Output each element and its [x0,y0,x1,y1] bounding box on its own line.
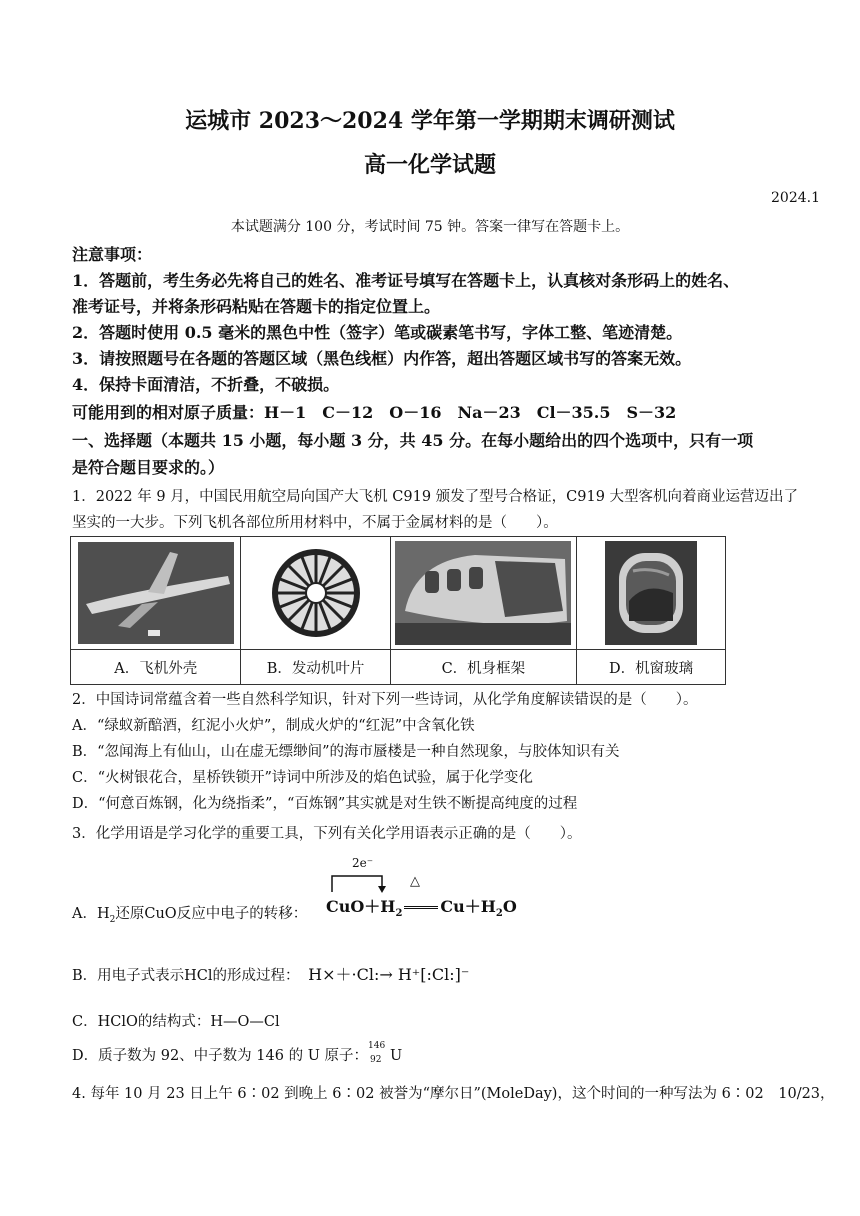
notice-item-4: 4．保持卡面清洁，不折叠，不破损。 [72,375,340,394]
electron-transfer-label: 2e⁻ [352,856,374,870]
q2-stem: 2．中国诗词常蕴含着一些自然科学知识，针对下列一些诗词，从化学角度解读错误的是（ ）。 [72,692,698,708]
q1-options-table [70,536,726,685]
q3-option-b-prefix: B．用电子式表示 [72,968,185,984]
notice-item-3: 3．请按照题号在各题的答题区域（黑色线框）内作答，超出答题区域书写的答案无效。 [72,349,692,368]
uranium-symbol: U [390,1048,403,1064]
q3-stem: 3．化学用语是学习化学的重要工具，下列有关化学用语表示正确的是（ ）。 [72,826,582,842]
equation-text: $CuO+H_2$ $Cu+H_2O$ [326,897,517,920]
nuclide-symbol: 146 92 [368,1041,386,1065]
q3-option-a [72,902,307,925]
q2-option-c: C．“火树银花合，星桥铁锁开”诗词中所涉及的焰色试验，属于化学变化 [72,770,533,786]
section1-heading: 一、选择题（本题共 15 小题，每小题 3 分，共 45 分。在每小题给出的四个选项中，只有一项 [72,431,754,450]
exam-title: 运城市 2023～2024 学年第一学期期末调研测试 [185,108,675,134]
q1-option-b: B．发动机叶片 [241,650,390,685]
cuo-formula: CuO [144,906,177,922]
engine-blade-image [241,537,390,650]
atomic-masses: 可能用到的相对原子质量：H－1 C－12 O－16 Na－23 Cl－35.5 S－32 [72,403,677,422]
electron-transfer-equation [326,856,517,920]
notice-item-2: 2．答题时使用 0.5 毫米的黑色中性（签字）笔或碳素笔书写，字体工整、笔迹清楚。 [72,323,683,342]
q3-option-c [72,1010,280,1031]
q3-option-b [72,962,469,985]
heat-symbol: △ [410,874,420,889]
fuselage-frame-image [390,537,577,650]
q1-stem-cont: 坚实的一大步。下列飞机各部位所用材料中，不属于金属材料的是（ ）。 [72,515,558,531]
exam-date: 2024.1 [771,190,820,206]
q3-option-a-text2: 反应中电子的转移： [176,906,308,922]
q3-option-d-text: D．质子数为 92、中子数为 146 的 U 原子： [72,1048,369,1064]
q2-option-b: B．“忽闻海上有仙山，山在虚无缥缈间”的海市蜃楼是一种自然现象，与胶体知识有关 [72,744,620,760]
q3-option-b-text: 的形成过程： [212,968,300,984]
notice-item-1-cont: 准考证号，并将条形码粘贴在答题卡的指定位置上。 [72,297,441,316]
electron-dot-formula: H×＋·Cl:→ H⁺[:Cl:]⁻ [308,965,470,984]
airplane-image [71,537,241,650]
hcl-formula: HCl [184,968,213,984]
exam-note: 本试题满分 100 分，考试时间 75 钟。答案一律写在答题卡上。 [230,219,630,235]
hclo-formula: HClO [97,1014,138,1030]
q1-option-d: D．机窗玻璃 [577,650,726,685]
q3-option-a-text: 还原 [115,906,145,922]
cabin-window-image [577,537,726,650]
exam-subtitle: 高一化学试题 [363,152,496,178]
q4-stem: 4. 每年 10 月 23 日上午 6∶02 到晚上 6∶02 被誉为“摩尔日”(MoleDay)，这个时间的一种写法为 6∶02 10/23， [72,1086,835,1102]
q3-option-c-text: 的结构式：H—O—Cl [137,1014,280,1030]
q3-option-a-prefix: A． [72,906,97,922]
q1-option-c: C．机身框架 [390,650,577,685]
q2-option-a: A．“绿蚁新醅酒，红泥小火炉”，制成火炉的“红泥”中含氧化铁 [72,718,475,734]
notice-item-1: 1．答题前，考生务必先将自己的姓名、准考证号填写在答题卡上，认真核对条形码上的姓名、 [72,271,740,290]
q3-option-d [72,1041,403,1065]
h2-formula: $H_2$ [96,906,116,925]
section1-heading-cont: 是符合题目要求的。） [72,458,225,477]
q1-stem: 1．2022 年 9 月，中国民用航空局向国产大飞机 C919 颁发了型号合格证，C919 大型客机向着商业运营迈出了 [72,489,799,505]
q1-option-a: A．飞机外壳 [71,650,241,685]
q3-option-c-prefix: C． [72,1014,98,1030]
notice-heading: 注意事项： [72,245,153,264]
q2-option-d: D．“何意百炼钢，化为绕指柔”，“百炼钢”其实就是对生铁不断提高纯度的过程 [72,796,578,812]
